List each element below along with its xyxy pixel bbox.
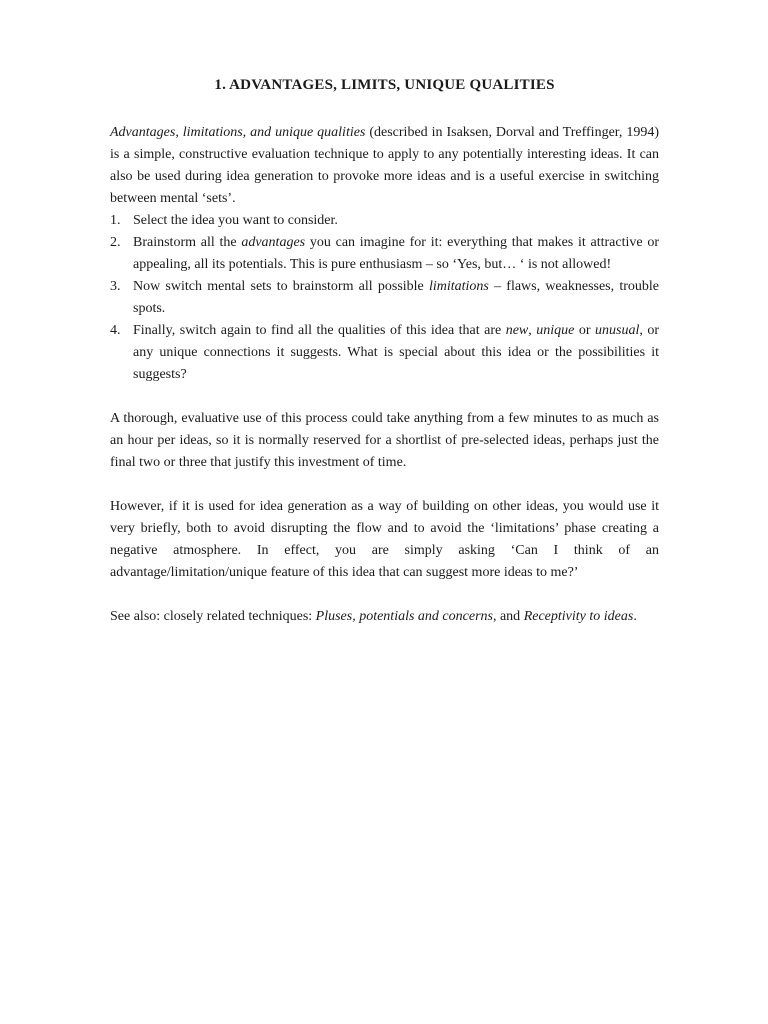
list-item (110, 320, 659, 386)
list-item (110, 232, 659, 276)
list-text: – flaws, weaknesses, trouble spots. (133, 279, 659, 316)
thorough-paragraph: A thorough, evaluative use of this process could take anything from a few minutes to as much as an hour per ideas, so it is normally reserved for a shortlist of pre-selected ideas, perhaps just the final two or three that justify this investment of time. (110, 411, 659, 470)
list-text: Brainstorm all the (133, 235, 242, 250)
list-item (110, 210, 659, 232)
list-text: , or any unique connections it suggests. What is special about this idea or the possibilities it suggests? (133, 323, 659, 382)
list-number: 3. (110, 279, 121, 294)
see-also-separator: , and (492, 609, 524, 624)
list-number: 4. (110, 323, 121, 338)
list-text: , (528, 323, 537, 338)
see-also-link-receptivity[interactable]: Receptivity to ideas (523, 609, 634, 624)
list-emphasis: unusual (595, 323, 640, 338)
list-emphasis: advantages (241, 235, 306, 250)
intro-text: (described in Isaksen, Dorval and Treffinger, 1994) is a simple, constructive evaluation technique to apply to any potentially interesting ideas. It can also be used during idea generation to provoke more ideas and is a useful exercise in switching between mental ‘sets’. (110, 125, 660, 206)
list-text: you can imagine for it: everything that makes it attractive or appealing, all its potentials. This is pure enthusiasm – so ‘Yes, but… ‘ is not allowed! (133, 235, 659, 272)
list-emphasis: limitations (428, 279, 489, 294)
however-paragraph: However, if it is used for idea generation as a way of building on other ideas, you would use it very briefly, both to avoid disrupting the flow and to avoid the ‘limitations’ phase creating a negative atmosphere. In effect, you are simply asking ‘Can I think of an advantage/limitation/unique feature of this idea that can suggest more ideas to me?’ (110, 499, 659, 580)
see-also-paragraph (110, 606, 659, 628)
intro-paragraph (110, 122, 659, 210)
steps-list (110, 210, 659, 386)
list-text: Select the idea you want to consider. (133, 213, 338, 228)
list-emphasis: unique (536, 323, 575, 338)
list-item (110, 276, 659, 320)
list-text: Finally, switch again to find all the qualities of this idea that are (133, 323, 506, 338)
list-text: Now switch mental sets to brainstorm all possible (133, 279, 429, 294)
list-text: or (574, 323, 595, 338)
see-also-end: . (633, 609, 637, 624)
document-page (110, 74, 659, 628)
list-emphasis: new (505, 323, 529, 338)
document-title: 1. ADVANTAGES, LIMITS, UNIQUE QUALITIES (214, 77, 555, 93)
list-number: 1. (110, 213, 121, 228)
intro-italic-lead: Advantages, limitations, and unique qualities (110, 125, 366, 140)
see-also-lead: See also: closely related techniques: (110, 609, 316, 624)
see-also-link-pluses[interactable]: Pluses, potentials and concerns (315, 609, 493, 624)
list-number: 2. (110, 235, 121, 250)
